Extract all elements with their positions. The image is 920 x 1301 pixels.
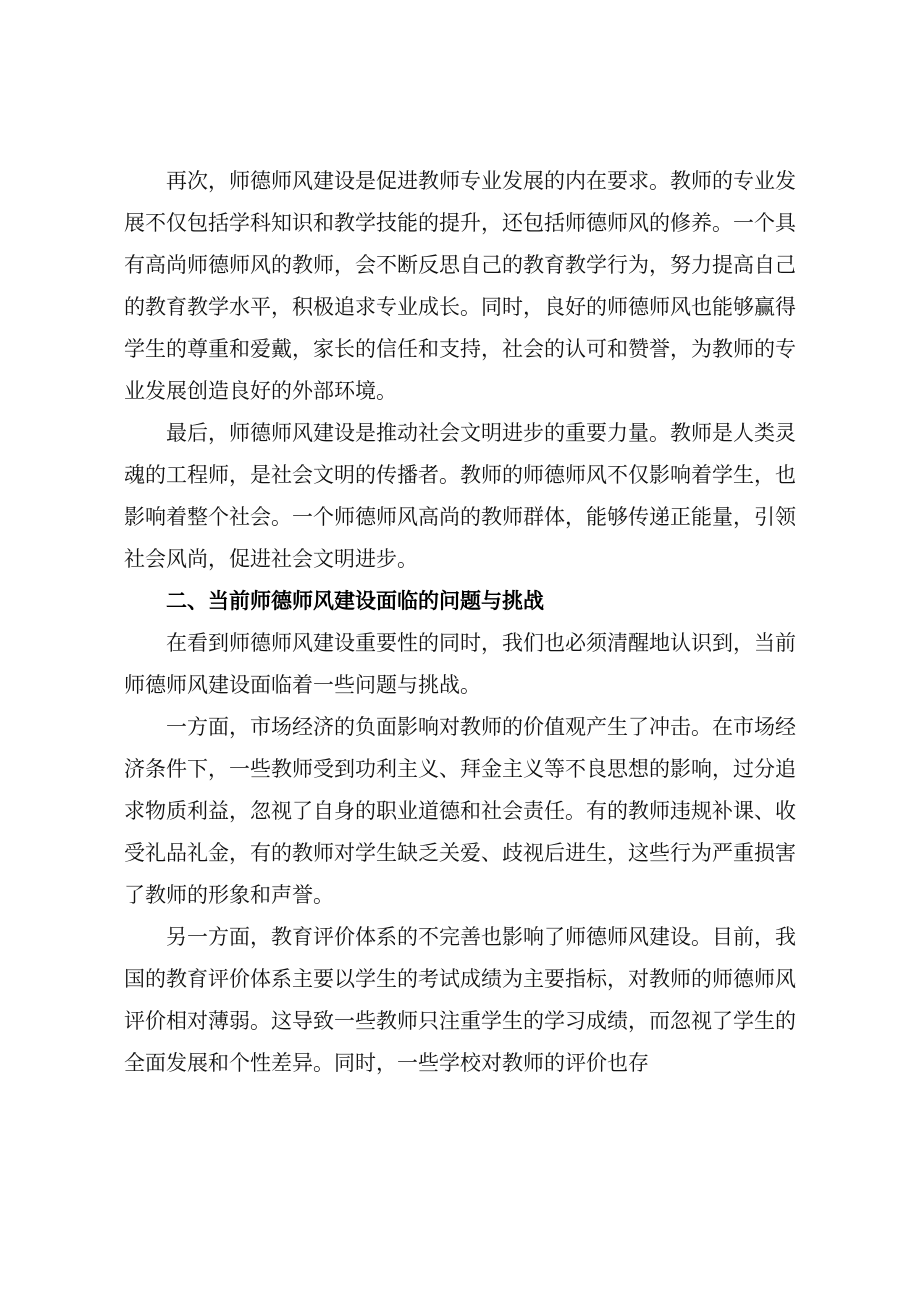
paragraph-evaluation-system: 另一方面，教育评价体系的不完善也影响了师德师风建设。目前，我国的教育评价体系主要以学生的考试成绩为主要指标，对教师的师德师风评价相对薄弱。这导致一些教师只注重学生的学习成绩，而忽视了学生的全面发展和个性差异。同时，一些学校对教师的评价也存 bbox=[124, 925, 796, 1075]
paragraph-market-economy: 一方面，市场经济的负面影响对教师的价值观产生了冲击。在市场经济条件下，一些教师受到功利主义、拜金主义等不良思想的影响，过分追求物质利益，忽视了自身的职业道德和社会责任。有的教师违规补课、收受礼品礼金，有的教师对学生缺乏关爱、歧视后进生，这些行为严重损害了教师的形象和声誉。 bbox=[124, 715, 796, 907]
document-body bbox=[124, 160, 796, 1084]
paragraph-social-progress: 最后，师德师风建设是推动社会文明进步的重要力量。教师是人类灵魂的工程师，是社会文明的传播者。教师的师德师风不仅影响着学生，也影响着整个社会。一个师德师风高尚的教师群体，能够传递正能量，引领社会风尚，促进社会文明进步。 bbox=[124, 421, 796, 571]
section-heading: 二、当前师德师风建设面临的问题与挑战 bbox=[166, 589, 544, 613]
paragraph-challenges-intro: 在看到师德师风建设重要性的同时，我们也必须清醒地认识到，当前师德师风建设面临着一些问题与挑战。 bbox=[124, 631, 796, 697]
paragraph-professional-development: 再次，师德师风建设是促进教师专业发展的内在要求。教师的专业发展不仅包括学科知识和教学技能的提升，还包括师德师风的修养。一个具有高尚师德师风的教师，会不断反思自己的教育教学行为，努力提高自己的教育教学水平，积极追求专业成长。同时，良好的师德师风也能够赢得学生的尊重和爱戴，家长的信任和支持，社会的认可和赞誉，为教师的专业发展创造良好的外部环境。 bbox=[124, 169, 796, 403]
